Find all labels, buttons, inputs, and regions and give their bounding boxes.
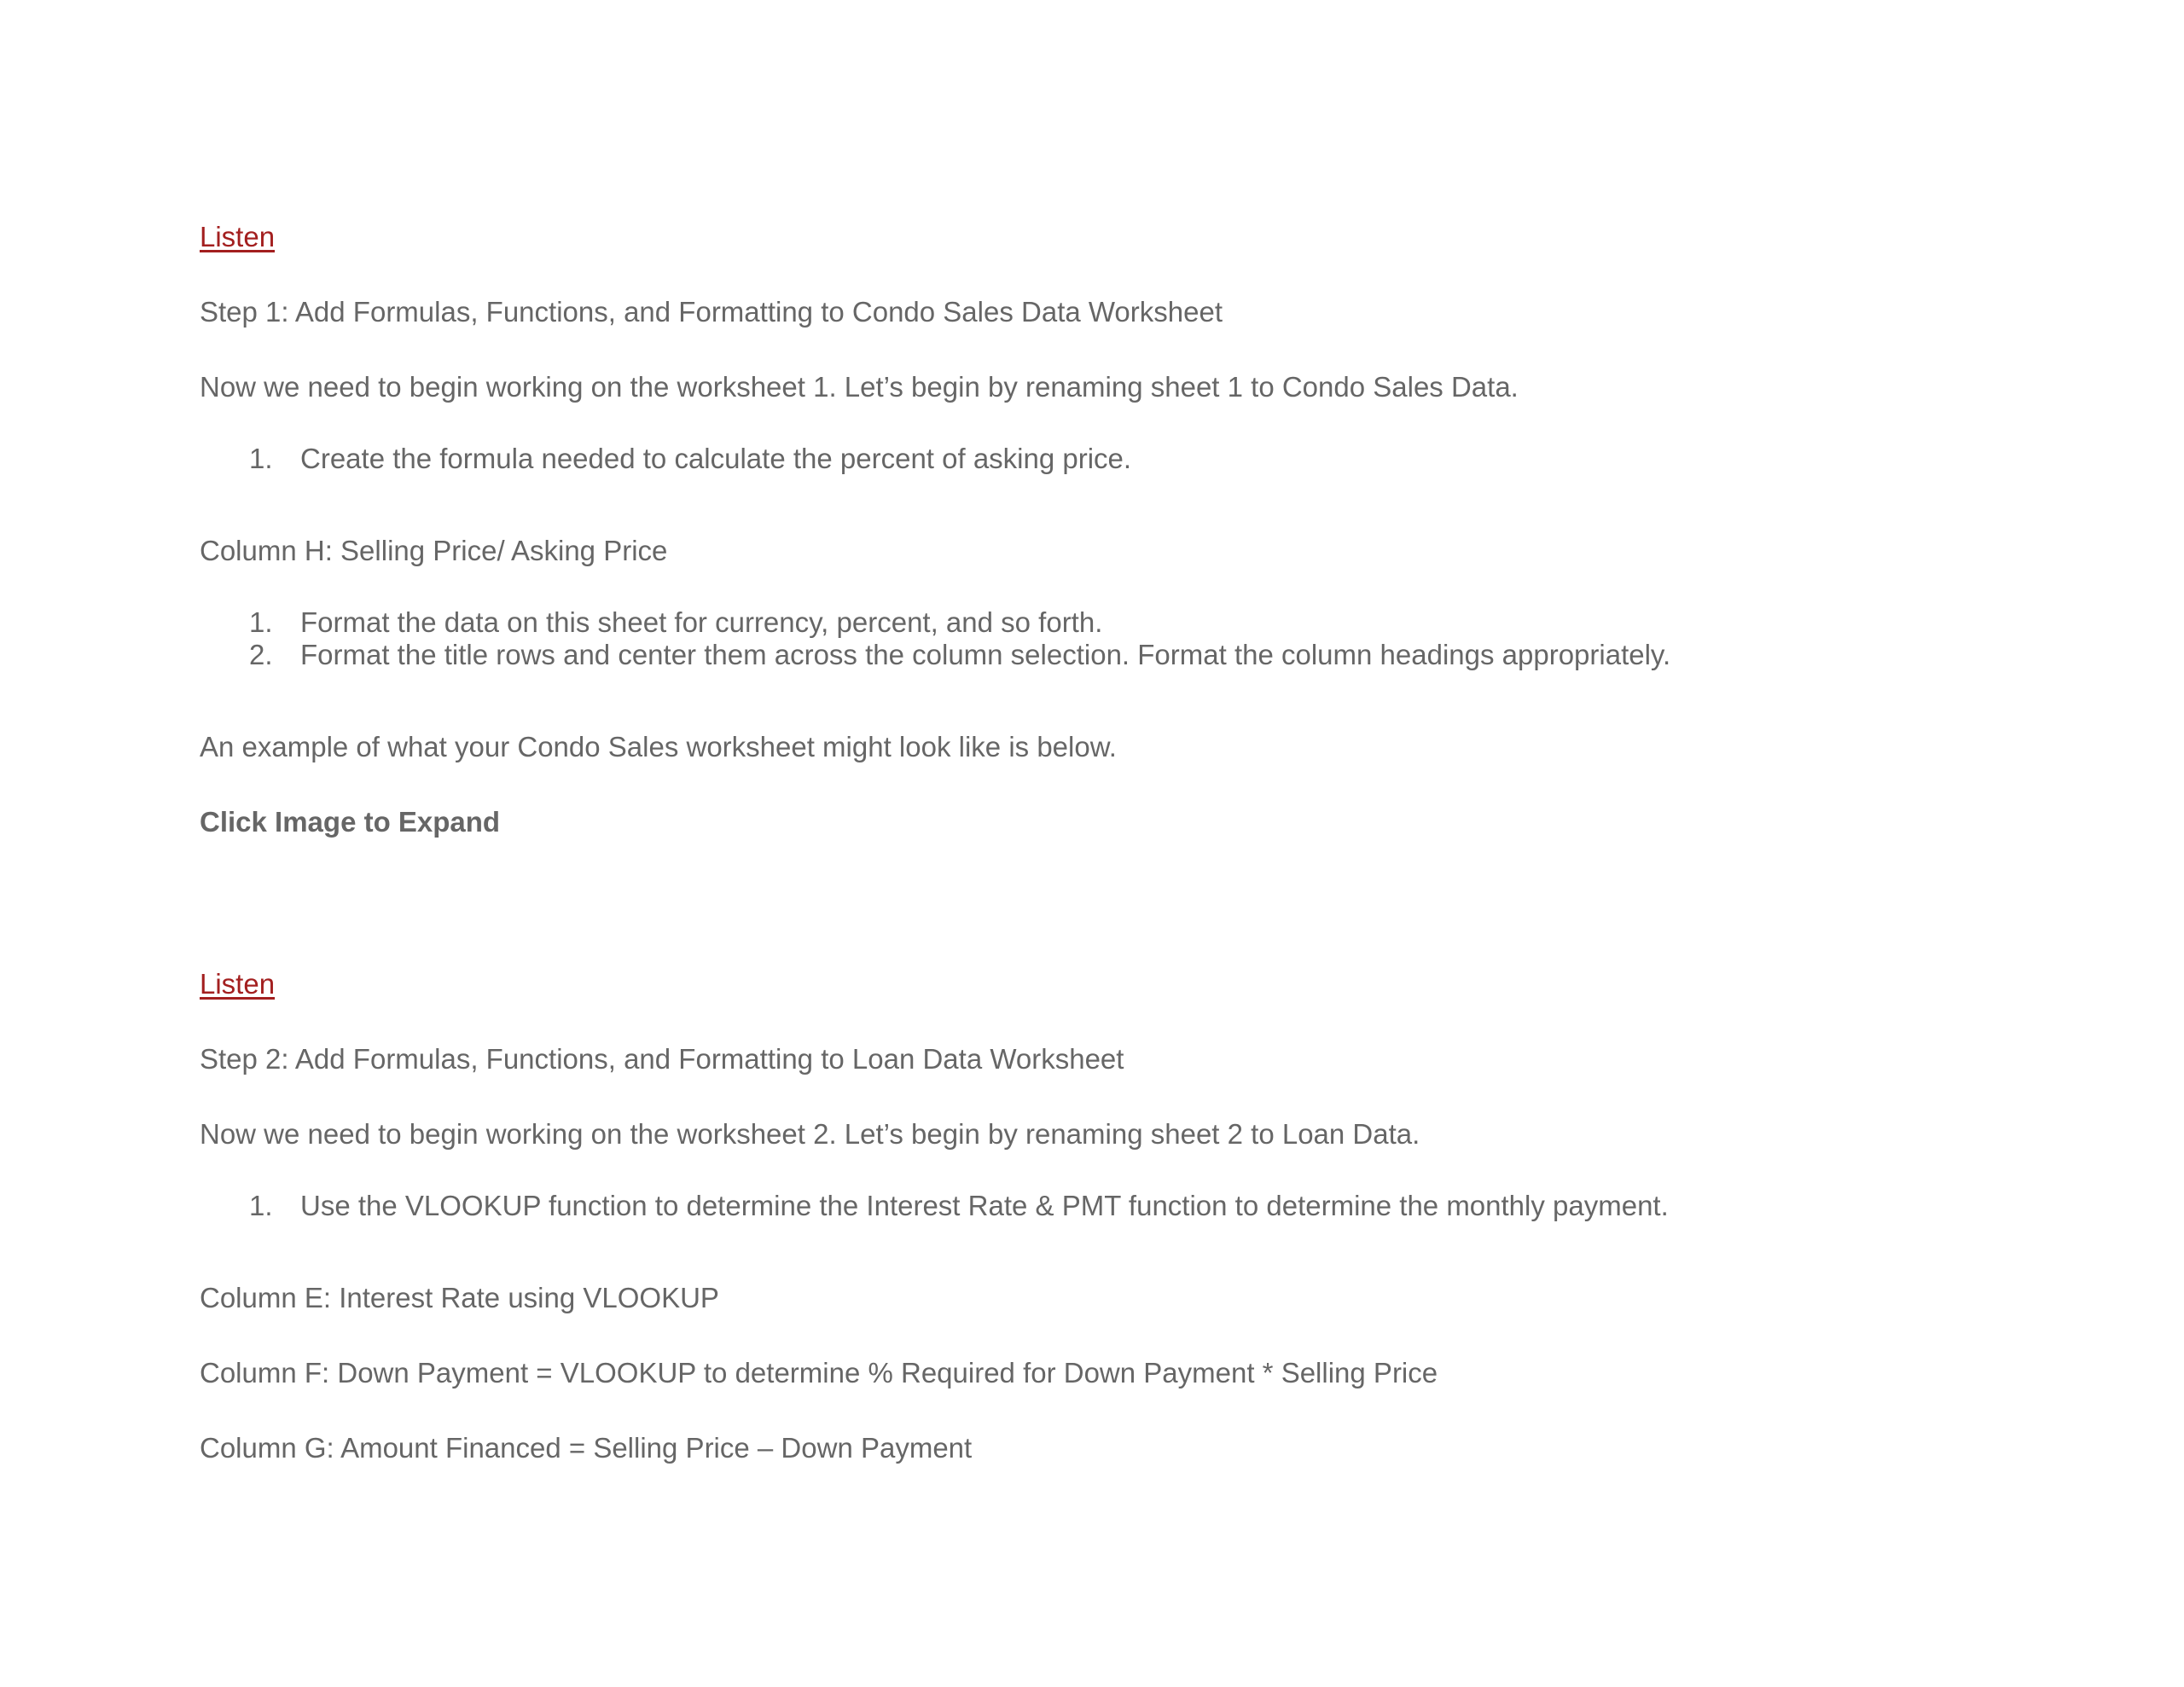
column-h-label: Column H: Selling Price/ Asking Price [200,535,668,566]
list-item-number: 1. [249,606,273,638]
step-2-intro: Now we need to begin working on the worksheet 2. Let’s begin by renaming sheet 2 to Loan Data. [200,1118,1420,1150]
step-2-heading: Step 2: Add Formulas, Functions, and Formatting to Loan Data Worksheet [200,1043,1124,1075]
step-1-intro: Now we need to begin working on the worksheet 1. Let’s begin by renaming sheet 1 to Condo Sales Data. [200,371,1519,403]
click-image-to-expand[interactable]: Click Image to Expand [200,806,501,838]
step-1-heading: Step 1: Add Formulas, Functions, and Formatting to Condo Sales Data Worksheet [200,296,1223,328]
list-item-text: Create the formula needed to calculate the percent of asking price. [300,443,1132,474]
listen-link-1[interactable]: Listen [200,221,276,252]
column-f-label: Column F: Down Payment = VLOOKUP to determine % Required for Down Payment * Selling Price [200,1357,1438,1388]
list-item-text: Format the data on this sheet for currency, percent, and so forth. [300,606,1103,638]
column-e-label: Column E: Interest Rate using VLOOKUP [200,1282,719,1313]
listen-link-2[interactable]: Listen [200,968,276,1000]
list-item-text: Format the title rows and center them across the column selection. Format the column headings appropriately. [300,639,1671,670]
example-note: An example of what your Condo Sales worksheet might look like is below. [200,731,1117,762]
list-item-text: Use the VLOOKUP function to determine the Interest Rate & PMT function to determine the monthly payment. [300,1190,1669,1221]
list-item-number: 1. [249,443,273,474]
column-g-label: Column G: Amount Financed = Selling Price – Down Payment [200,1432,973,1464]
list-item-number: 2. [249,639,273,670]
list-item-number: 1. [249,1190,273,1221]
